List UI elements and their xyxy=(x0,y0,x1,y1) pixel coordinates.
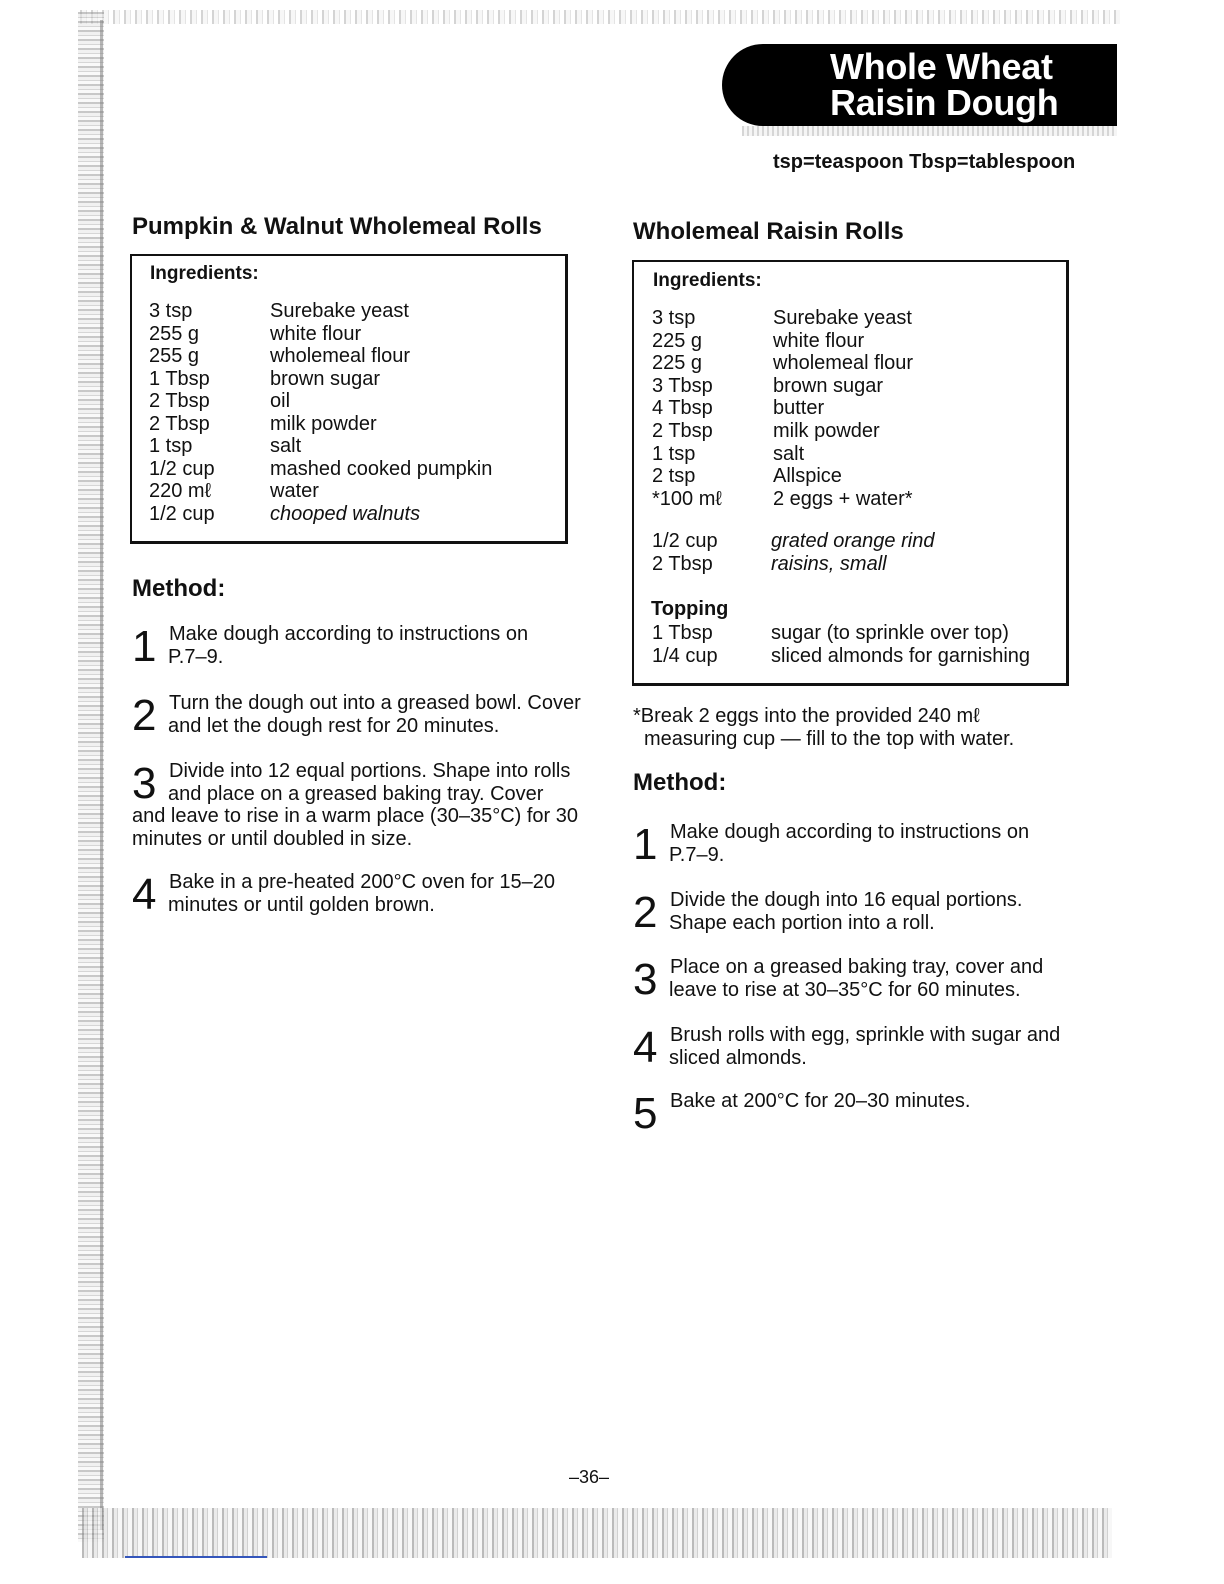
scan-artifact-bottom xyxy=(82,1508,1112,1558)
ingredient-name: white flour xyxy=(773,329,865,352)
ingredient-quantity: 255 g xyxy=(149,345,200,367)
banner-title-line2: Raisin Dough xyxy=(830,82,1059,123)
ingredient-name: brown sugar xyxy=(773,374,884,397)
ingredient-quantity: 255 g xyxy=(149,322,200,345)
ingredient-quantity: 225 g xyxy=(652,352,703,375)
abbreviation-legend: tsp=teaspoon Tbsp=tablespoon xyxy=(773,151,1076,173)
ingredient-quantity: 1/2 cup xyxy=(652,530,718,552)
step-text: Turn the dough out into a greased bowl. Cover xyxy=(169,692,581,714)
ingredient-quantity: 1/2 cup xyxy=(149,502,215,525)
ingredient-name: 2 eggs + water* xyxy=(773,487,913,510)
ingredient-name: white flour xyxy=(270,322,362,345)
ingredient-name: Surebake yeast xyxy=(270,300,409,322)
step-text: P.7–9. xyxy=(669,843,725,866)
step-text: Divide the dough into 16 equal portions. xyxy=(670,889,1023,911)
step-text: Bake in a pre-heated 200°C oven for 15–20 xyxy=(169,871,556,893)
right-recipe-title: Wholemeal Raisin Rolls xyxy=(633,218,904,245)
step-text: and let the dough rest for 20 minutes. xyxy=(168,714,500,737)
ingredient-quantity: 225 g xyxy=(652,329,703,352)
step-number: 4 xyxy=(132,870,157,919)
step-text: and place on a greased baking tray. Cover xyxy=(168,782,544,805)
scan-artifact-top xyxy=(80,10,1120,24)
scan-artifact-line xyxy=(125,1556,267,1558)
topping-label: Topping xyxy=(651,598,729,620)
step-text: Make dough according to instructions on xyxy=(169,623,529,645)
step-text: and leave to rise in a warm place (30–35°C) for 30 xyxy=(132,805,579,827)
ingredient-quantity: 3 Tbsp xyxy=(652,374,713,397)
footnote-line: measuring cup — fill to the top with water. xyxy=(644,728,1015,750)
step-number: 3 xyxy=(132,759,157,808)
left-method-label: Method: xyxy=(132,575,226,602)
ingredient-name: brown sugar xyxy=(270,367,381,390)
step-number: 4 xyxy=(633,1023,658,1072)
ingredient-name: Surebake yeast xyxy=(773,307,912,329)
ingredient-name: butter xyxy=(773,397,825,420)
step-number: 1 xyxy=(132,622,157,671)
right-ingredients-box xyxy=(632,260,1069,686)
page-number: –36– xyxy=(569,1467,610,1487)
step-text: Divide into 12 equal portions. Shape into rolls xyxy=(169,760,571,782)
ingredient-name: oil xyxy=(270,390,291,412)
ingredient-name: milk powder xyxy=(270,412,377,435)
footnote-line: *Break 2 eggs into the provided 240 mℓ xyxy=(633,705,980,727)
ingredient-name: salt xyxy=(270,435,302,457)
ingredient-name: raisins, small xyxy=(771,553,887,575)
step-text: P.7–9. xyxy=(168,645,224,668)
ingredient-quantity: 3 tsp xyxy=(149,300,193,322)
ingredient-name: mashed cooked pumpkin xyxy=(270,457,493,480)
step-text: minutes or until doubled in size. xyxy=(132,827,413,850)
ingredient-name: Allspice xyxy=(773,465,842,488)
step-text: minutes or until golden brown. xyxy=(168,893,435,916)
ingredient-quantity: 2 Tbsp xyxy=(652,553,713,575)
step-number: 2 xyxy=(132,691,157,740)
scan-artifact-left-edge xyxy=(100,20,103,1530)
left-ingredients-label: Ingredients: xyxy=(150,263,259,284)
step-text: Shape each portion into a roll. xyxy=(669,911,935,934)
step-text: Bake at 200°C for 20–30 minutes. xyxy=(670,1090,971,1112)
ingredient-quantity: 1 tsp xyxy=(652,442,696,465)
left-recipe-title: Pumpkin & Walnut Wholemeal Rolls xyxy=(132,213,542,240)
banner-shadow xyxy=(742,126,1117,136)
ingredient-name: sliced almonds for garnishing xyxy=(771,645,1031,667)
ingredient-quantity: 1 Tbsp xyxy=(652,622,713,644)
right-ingredients-label: Ingredients: xyxy=(653,270,762,291)
step-number: 1 xyxy=(633,820,658,869)
banner-title-line1: Whole Wheat xyxy=(830,46,1053,87)
ingredient-quantity: 3 tsp xyxy=(652,307,696,329)
step-text: sliced almonds. xyxy=(669,1046,807,1069)
step-number: 5 xyxy=(633,1089,658,1138)
ingredient-quantity: 2 tsp xyxy=(652,465,696,488)
egg-footnote xyxy=(633,705,1014,751)
ingredient-name: chooped walnuts xyxy=(270,502,421,525)
step-number: 2 xyxy=(633,888,658,937)
right-method-label: Method: xyxy=(633,769,727,796)
ingredient-name: salt xyxy=(773,442,805,465)
ingredient-quantity: 1/2 cup xyxy=(149,457,215,480)
ingredient-name: wholemeal flour xyxy=(773,352,914,375)
step-text: Place on a greased baking tray, cover and xyxy=(670,956,1044,978)
ingredient-quantity: 220 mℓ xyxy=(149,480,212,502)
ingredient-name: wholemeal flour xyxy=(270,345,411,367)
left-ingredients-box xyxy=(130,254,568,544)
step-text: Make dough according to instructions on xyxy=(670,821,1030,843)
ingredient-quantity: 1 Tbsp xyxy=(149,367,210,390)
ingredient-quantity: 4 Tbsp xyxy=(652,397,713,420)
step-text: leave to rise at 30–35°C for 60 minutes. xyxy=(669,978,1021,1001)
ingredient-name: milk powder xyxy=(773,420,880,442)
ingredient-name: sugar (to sprinkle over top) xyxy=(771,622,1009,644)
step-text: Brush rolls with egg, sprinkle with sugar and xyxy=(670,1024,1061,1046)
ingredient-name: water xyxy=(270,480,319,502)
ingredient-quantity: 2 Tbsp xyxy=(149,390,210,412)
ingredient-quantity: 2 Tbsp xyxy=(149,412,210,435)
ingredient-quantity: 2 Tbsp xyxy=(652,420,713,442)
ingredient-quantity: *100 mℓ xyxy=(652,487,722,510)
ingredient-quantity: 1 tsp xyxy=(149,435,193,457)
title-banner xyxy=(722,44,1117,126)
ingredient-quantity: 1/4 cup xyxy=(652,645,718,667)
ingredient-name: grated orange rind xyxy=(771,530,935,552)
step-number: 3 xyxy=(633,955,658,1004)
